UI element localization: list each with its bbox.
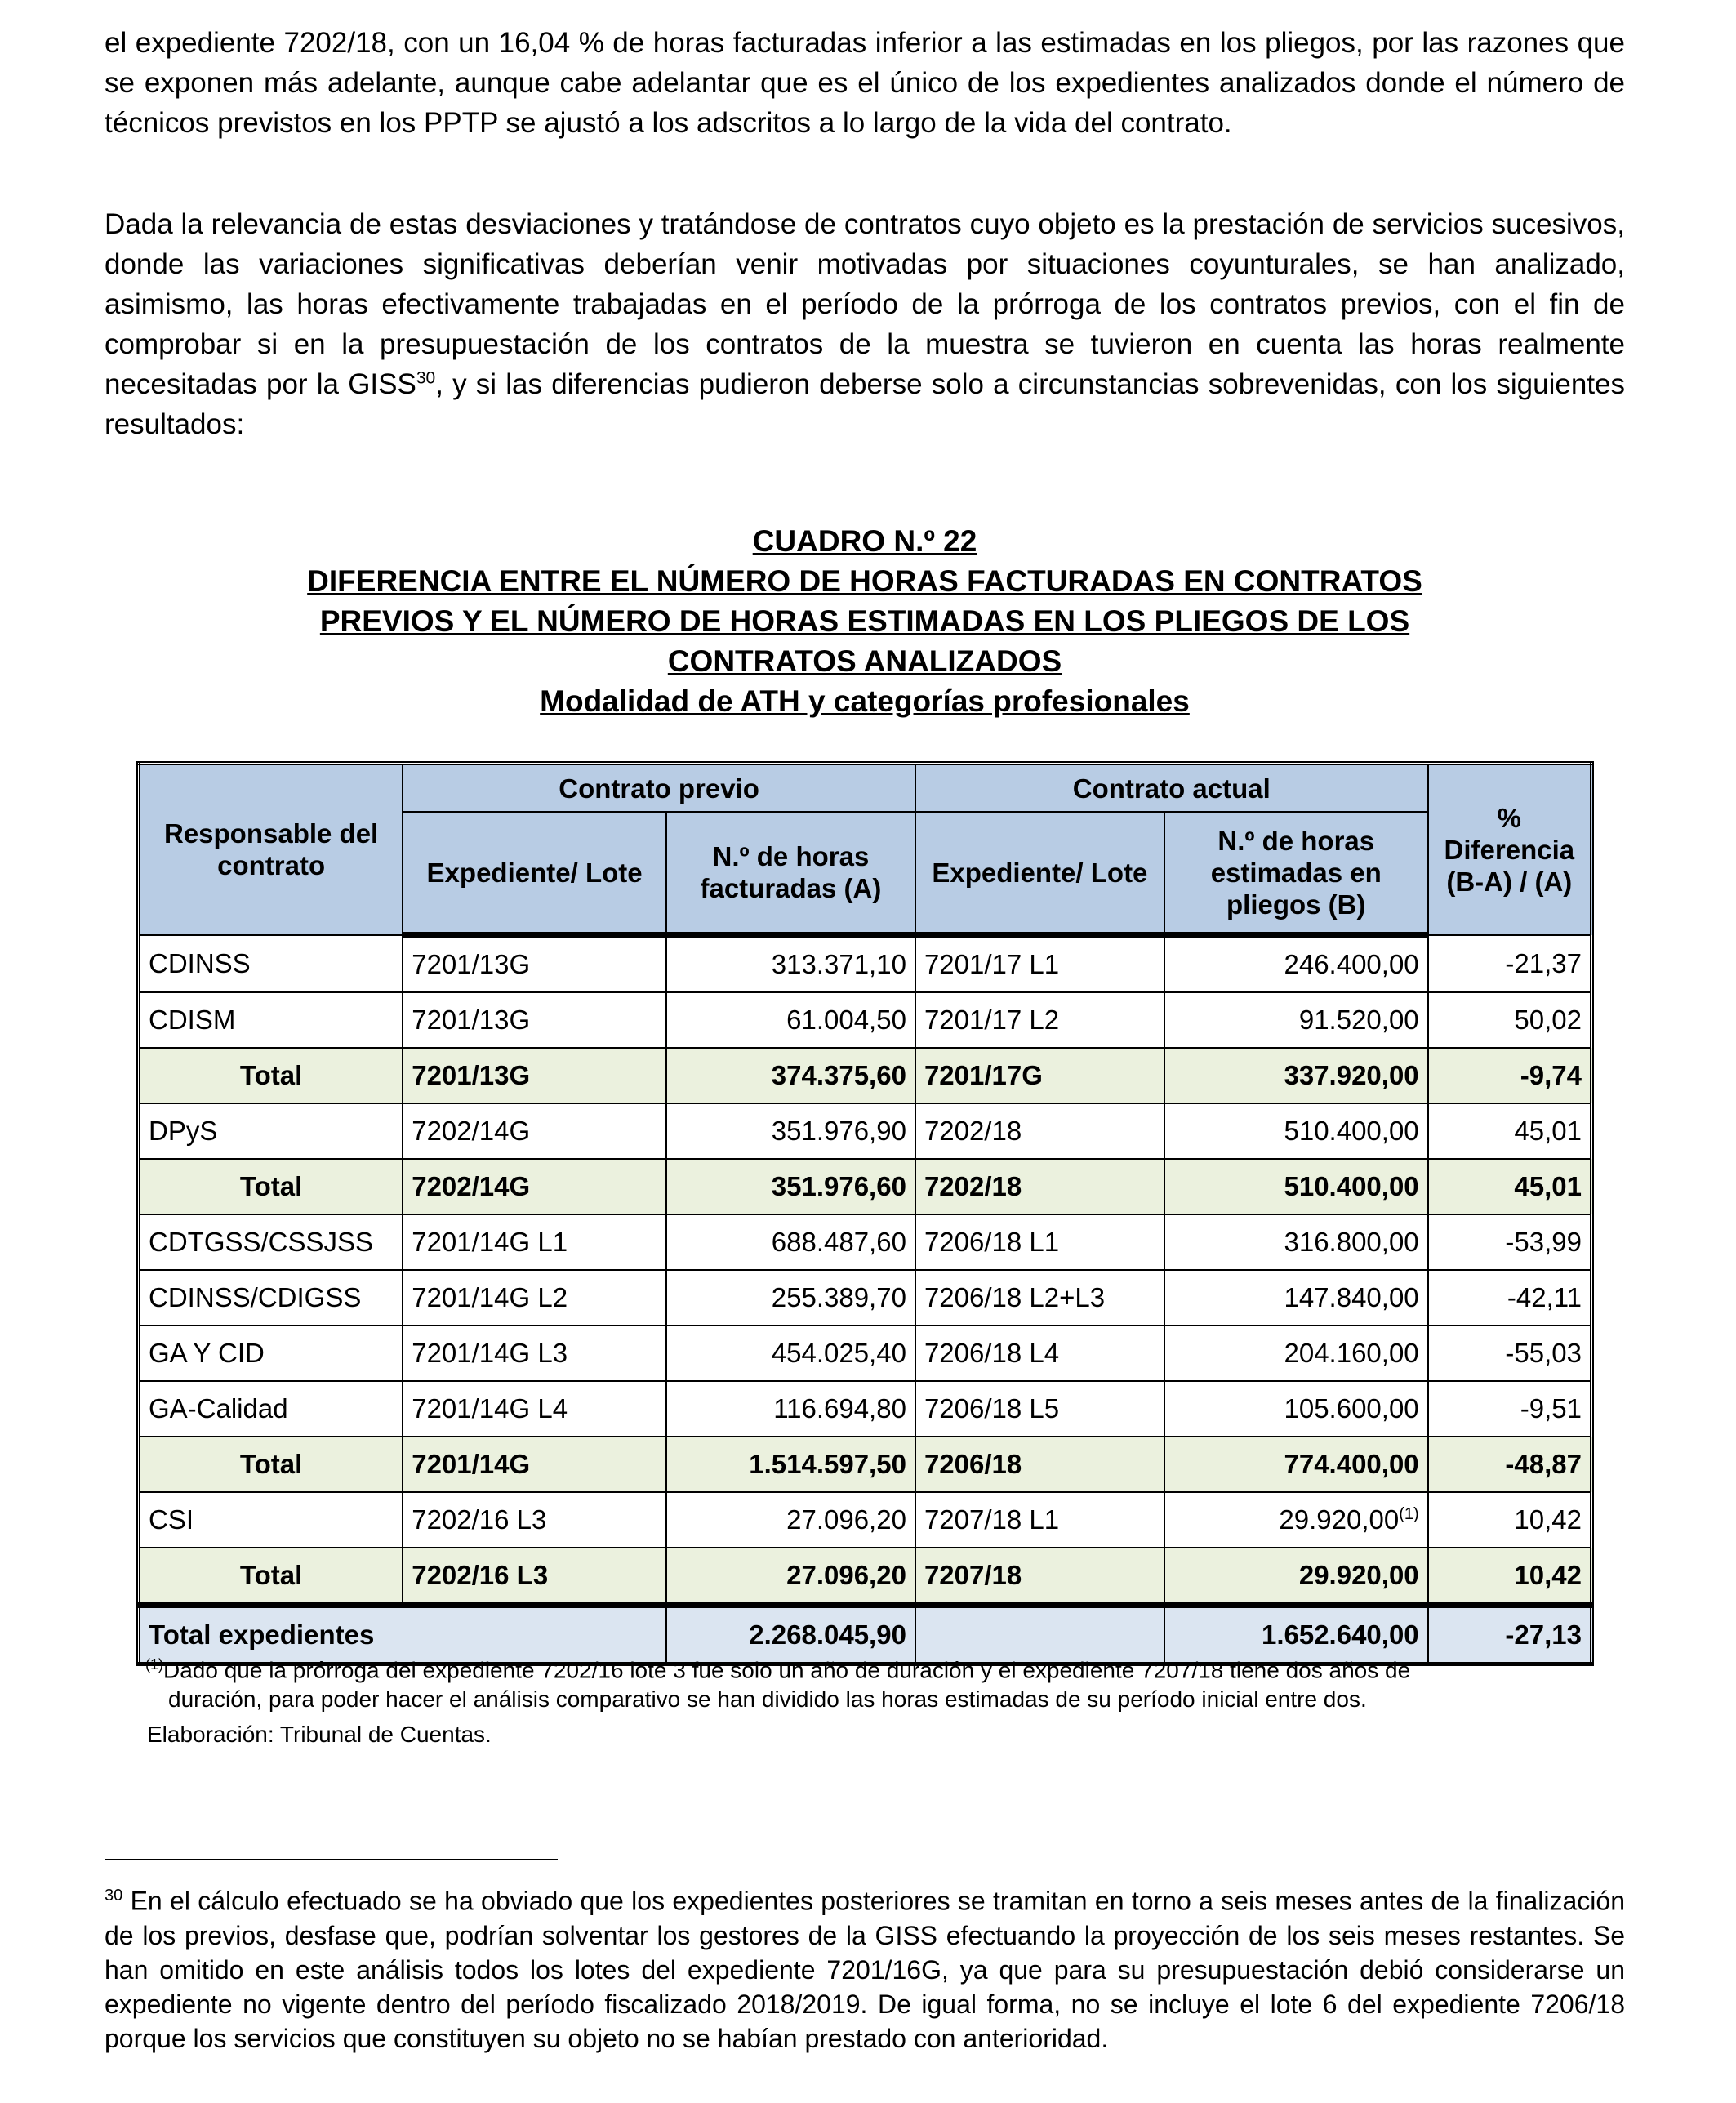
horas-estimadas-value: 91.520,00 [1298,1005,1419,1035]
header-contrato-actual: Contrato actual [915,764,1428,813]
cell-horas-facturadas: 27.096,20 [666,1548,915,1606]
table-source: Elaboración: Tribunal de Cuentas. [147,1722,492,1747]
cell-expediente-actual: 7206/18 L1 [915,1214,1164,1270]
note-ref[interactable]: (1) [1399,1505,1419,1523]
note-marker: (1) [145,1656,163,1673]
cell-horas-facturadas: 116.694,80 [666,1381,915,1437]
cell-expediente-previo: 7201/14G L3 [403,1326,666,1381]
cell-expediente-actual: 7206/18 L5 [915,1381,1164,1437]
cell-responsable: CDINSS [139,935,403,993]
cell-horas-estimadas [1164,1326,1428,1381]
cell-horas-estimadas [1164,1437,1428,1492]
grand-total-horas-facturadas: 2.268.045,90 [666,1606,915,1664]
cell-horas-estimadas [1164,1048,1428,1103]
table-subtitle: Modalidad de ATH y categorías profesionales [540,684,1190,718]
table-total-row [139,1548,1592,1606]
footnote-text: En el cálculo efectuado se ha obviado que los expedientes posteriores se tramitan en torno a seis meses antes de la finalización de los previos, desfase que, podrían solventar los gestores de la GISS efectuando la proyección de los seis meses restantes. Se han omitido en este análisis todos los lotes del expediente 7201/16G, ya que para su presupuestación debió considerarse un expediente no vigente dentro del período fiscalizado 2018/2019. De igual forma, no se incluye el lote 6 del expediente 7206/18 porque los servicios que constituyen su objeto no se habían prestado con anterioridad. [105,1886,1625,2053]
cell-horas-estimadas [1164,1492,1428,1548]
cell-expediente-previo: 7202/16 L3 [403,1492,666,1548]
horas-estimadas-value: 29.920,00 [1298,1560,1419,1590]
note-line-2: duración, para poder hacer el análisis comparativo se han dividido las horas estimadas de su período inicial entre dos. [168,1686,1367,1713]
table-row [139,1103,1592,1159]
cell-diferencia: -21,37 [1428,935,1592,993]
cell-expediente-actual: 7206/18 L4 [915,1326,1164,1381]
cell-horas-facturadas: 454.025,40 [666,1326,915,1381]
cell-expediente-previo: 7201/14G L2 [403,1270,666,1326]
cell-expediente-actual: 7201/17 L2 [915,992,1164,1048]
paragraph-2 [105,204,1625,444]
horas-estimadas-value: 337.920,00 [1284,1060,1419,1090]
table-total-row [139,1048,1592,1103]
cell-horas-estimadas [1164,1159,1428,1214]
table-title-line-3: CONTRATOS ANALIZADOS [667,644,1062,678]
cell-expediente-actual: 7206/18 [915,1437,1164,1492]
cell-responsable: GA-Calidad [139,1381,403,1437]
cell-responsable: CDISM [139,992,403,1048]
cell-diferencia: -53,99 [1428,1214,1592,1270]
cell-diferencia: -42,11 [1428,1270,1592,1326]
cell-diferencia: -48,87 [1428,1437,1592,1492]
grand-total-diferencia: -27,13 [1428,1606,1592,1664]
table-row [139,1214,1592,1270]
cell-horas-estimadas [1164,1103,1428,1159]
cell-horas-facturadas: 255.389,70 [666,1270,915,1326]
header-horas-facturadas: N.º de horas facturadas (A) [666,812,915,935]
cell-diferencia: 10,42 [1428,1492,1592,1548]
cell-expediente-previo: 7202/16 L3 [403,1548,666,1606]
cell-responsable: CDTGSS/CSSJSS [139,1214,403,1270]
cell-horas-facturadas: 27.096,20 [666,1492,915,1548]
table-note [145,1650,1591,1714]
cell-responsable: CSI [139,1492,403,1548]
paragraph-2-part-2: , y si las diferencias pudieron deberse solo a circunstancias sobrevenidas, con los siguientes resultados: [105,368,1626,440]
grand-total-horas-estimadas: 1.652.640,00 [1164,1606,1428,1664]
footnote-30 [105,1878,1625,2056]
cell-horas-facturadas: 351.976,90 [666,1103,915,1159]
horas-estimadas-value: 204.160,00 [1284,1338,1419,1368]
cell-responsable: DPyS [139,1103,403,1159]
table-title-block [105,521,1625,721]
horas-estimadas-value: 510.400,00 [1284,1171,1419,1201]
cell-horas-estimadas [1164,1548,1428,1606]
hours-comparison-table [136,761,1594,1666]
cell-horas-estimadas [1164,992,1428,1048]
cell-horas-estimadas [1164,1381,1428,1437]
footnote-separator [105,1859,558,1860]
header-responsable: Responsable del contrato [139,764,403,935]
cell-diferencia: 45,01 [1428,1159,1592,1214]
cell-expediente-actual: 7207/18 L1 [915,1492,1164,1548]
horas-estimadas-value: 105.600,00 [1284,1393,1419,1424]
cell-horas-facturadas: 374.375,60 [666,1048,915,1103]
table-number: CUADRO N.º 22 [752,524,977,558]
table-total-row [139,1159,1592,1214]
cell-horas-facturadas: 688.487,60 [666,1214,915,1270]
table-title-line-1: DIFERENCIA ENTRE EL NÚMERO DE HORAS FACTURADAS EN CONTRATOS [307,564,1422,598]
horas-estimadas-value: 510.400,00 [1284,1116,1419,1146]
cell-expediente-previo: 7201/13G [403,935,666,993]
cell-horas-estimadas [1164,1214,1428,1270]
cell-expediente-previo: 7201/13G [403,1048,666,1103]
cell-responsable: GA Y CID [139,1326,403,1381]
cell-expediente-previo: 7201/14G [403,1437,666,1492]
horas-estimadas-value: 774.400,00 [1284,1449,1419,1479]
cell-expediente-actual: 7201/17G [915,1048,1164,1103]
cell-diferencia: 10,42 [1428,1548,1592,1606]
cell-diferencia: -9,74 [1428,1048,1592,1103]
cell-diferencia: -55,03 [1428,1326,1592,1381]
cell-responsable: Total [139,1048,403,1103]
cell-responsable: Total [139,1159,403,1214]
cell-expediente-actual: 7202/18 [915,1159,1164,1214]
cell-expediente-actual: 7202/18 [915,1103,1164,1159]
cell-expediente-previo: 7202/14G [403,1103,666,1159]
header-horas-estimadas: N.º de horas estimadas en pliegos (B) [1164,812,1428,935]
table-row [139,992,1592,1048]
cell-diferencia: 45,01 [1428,1103,1592,1159]
table-total-row [139,1437,1592,1492]
table-title-line-2: PREVIOS Y EL NÚMERO DE HORAS ESTIMADAS EN LOS PLIEGOS DE LOS [319,604,1410,638]
table-row [139,1492,1592,1548]
cell-horas-estimadas [1164,935,1428,993]
horas-estimadas-value: 316.800,00 [1284,1227,1419,1257]
grand-total-label-text: Total expedientes [149,1620,375,1650]
header-expediente-actual: Expediente/ Lote [915,812,1164,935]
header-diferencia: % Diferencia (B-A) / (A) [1428,764,1592,935]
cell-responsable: CDINSS/CDIGSS [139,1270,403,1326]
cell-expediente-previo: 7201/14G L4 [403,1381,666,1437]
cell-diferencia: -9,51 [1428,1381,1592,1437]
table-row [139,1326,1592,1381]
cell-horas-facturadas: 313.371,10 [666,935,915,993]
horas-estimadas-value: 29.920,00 [1279,1504,1400,1535]
header-contrato-previo: Contrato previo [403,764,915,813]
cell-horas-facturadas: 351.976,60 [666,1159,915,1214]
cell-expediente-previo: 7202/14G [403,1159,666,1214]
note-line-1: Dado que la prórroga del expediente 7202/16 lote 3 fue solo un año de duración y el expediente 7207/18 tiene dos años de [163,1657,1411,1683]
horas-estimadas-value: 246.400,00 [1284,949,1419,979]
header-expediente-previo: Expediente/ Lote [403,812,666,935]
paragraph-1: el expediente 7202/18, con un 16,04 % de horas facturadas inferior a las estimadas en los pliegos, por las razones que se exponen más adelante, aunque cabe adelantar que es el único de los expedientes analizados donde el número de técnicos previstos en los PPTP se ajustó a los adscritos a lo largo de la vida del contrato. [105,27,1625,139]
cell-responsable: Total [139,1437,403,1492]
paragraph-2-part-1: Dada la relevancia de estas desviaciones y tratándose de contratos cuyo objeto es la prestación de servicios sucesivos, donde las variaciones significativas deberían venir motivadas por situaciones coyunturales, se han analizado, asimismo, las horas efectivamente trabajadas en el período de la prórroga de los contratos previos, con el fin de comprobar si en la presupuestación de los contratos de la muestra se tuvieron en cuenta las horas realmente necesitadas por la GISS [105,208,1625,400]
cell-diferencia: 50,02 [1428,992,1592,1048]
cell-expediente-actual: 7201/17 L1 [915,935,1164,993]
horas-estimadas-value: 147.840,00 [1284,1282,1419,1312]
table-row [139,935,1592,993]
cell-expediente-actual: 7207/18 [915,1548,1164,1606]
cell-expediente-actual: 7206/18 L2+L3 [915,1270,1164,1326]
footnote-ref[interactable]: 30 [416,368,436,388]
cell-horas-facturadas: 1.514.597,50 [666,1437,915,1492]
cell-expediente-previo: 7201/13G [403,992,666,1048]
cell-responsable: Total [139,1548,403,1606]
cell-horas-facturadas: 61.004,50 [666,992,915,1048]
cell-horas-estimadas [1164,1270,1428,1326]
table-row [139,1381,1592,1437]
cell-expediente-previo: 7201/14G L1 [403,1214,666,1270]
table-row [139,1270,1592,1326]
footnote-number: 30 [105,1887,123,1905]
